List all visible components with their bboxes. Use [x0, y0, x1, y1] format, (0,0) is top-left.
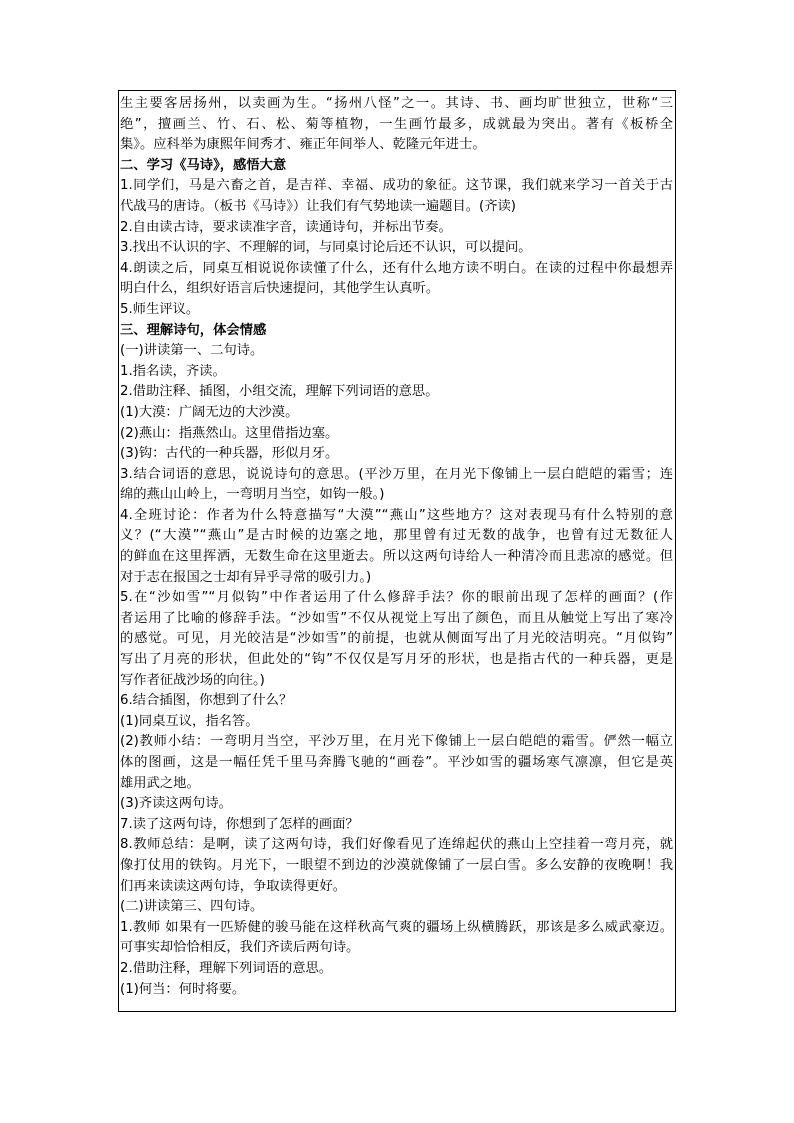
text-line: (二)讲读第三、四句诗。: [120, 899, 264, 915]
text-line: 1.同学们，马是六畜之首，是吉祥、幸福、成功的象征。这节课，我们就来学习一首关于古: [120, 178, 673, 194]
text-line: 绝”，擅画兰、竹、石、松、菊等植物，一生画竹最多，成就最为突出。著有《板桥全: [120, 116, 673, 132]
text-line: 6.结合插图，你想到了什么？: [120, 693, 293, 709]
section-heading: 二、学习《马诗》，感悟大意: [120, 157, 287, 173]
text-line: 代战马的唐诗。（板书《马诗》）让我们有气势地读一遍题目。(齐读): [120, 198, 516, 214]
text-line: (1)同桌互议，指名答。: [120, 713, 259, 729]
text-line: 生主要客居扬州，以卖画为生。“扬州八怪”之一。其诗、书、画均旷世独立，世称“三: [120, 96, 673, 111]
text-line: 5.师生评议。: [120, 301, 200, 317]
text-line: 2.借助注释、插图，小组交流，理解下列词语的意思。: [120, 384, 439, 400]
document-cell: [119, 91, 675, 1000]
text-line: 3.找出不认识的字、不理解的词，与同桌讨论后还不认识，可以提问。: [120, 240, 532, 256]
text-line: 1.教师 如果有一匹矫健的骏马能在这样秋高气爽的疆场上纵横腾跃，那该是多么威武豪迈。: [120, 919, 673, 935]
text-line: 绵的燕山山岭上，一弯明月当空，如钩一般。): [120, 487, 385, 503]
document-table: [118, 90, 676, 1012]
text-line: 雄用武之地。: [120, 775, 200, 791]
text-line: 像打仗用的铁钩。月光下，一眼望不到边的沙漠就像铺了一层白雪。多么安静的夜晚啊！我: [120, 857, 673, 873]
text-line: (3)钩：古代的一种兵器，形似月牙。: [120, 446, 339, 462]
text-line: 1.指名读，齐读。: [120, 363, 226, 379]
text-line: 对于志在报国之士却有异乎寻常的吸引力。): [120, 569, 372, 585]
text-line: 2.自由读古诗，要求读准字音，读通诗句，并标出节奏。: [120, 219, 452, 235]
text-line: 义？(“大漠”“燕山”是古时候的边塞之地，那里曾有过无数的战争，也曾有过无数征人: [120, 528, 673, 544]
text-line: 8.教师总结：是啊，读了这两句诗，我们好像看见了连绵起伏的燕山上空挂着一弯月亮，就: [120, 837, 673, 853]
text-line: 的鲜血在这里挥洒，无数生命在这里逝去。所以这两句诗给人一种清冷而且悲凉的感觉。但: [120, 549, 673, 565]
section-heading: 三、理解诗句，体会情感: [120, 322, 267, 338]
text-line: 写出了月亮的形状，但此处的“钩”不仅仅是写月牙的形状，也是指古代的一种兵器，更是: [120, 652, 673, 668]
text-line: (2)燕山：指燕然山。这里借指边塞。: [120, 425, 339, 441]
text-line: (一)讲读第一、二句诗。: [120, 343, 264, 359]
text-line: 写作者征战沙场的向往。): [120, 672, 265, 688]
text-line: 的感觉。可见，月光皎洁是“沙如雪”的前提，也就从侧面写出了月光皎洁明亮。“月似钩”: [120, 631, 673, 647]
text-line: 明白什么，组织好语言后快速提问，其他学生认真听。: [120, 281, 440, 297]
text-line: (1)何当：何时将要。: [120, 981, 246, 997]
text-line: 7.读了这两句诗，你想到了怎样的画面？: [120, 816, 359, 832]
text-line: 2.借助注释，理解下列词语的意思。: [120, 960, 333, 976]
text-line: 体的图画，这是一幅任凭千里马奔腾飞驰的“画卷”。平沙如雪的疆场寒气凛凛，但它是英: [120, 755, 673, 770]
text-line: 集》。应科举为康熙年间秀才、雍正年间举人、乾隆元年进士。: [120, 137, 486, 153]
text-line: (3)齐读这两句诗。: [120, 796, 232, 812]
text-line: 4.朗读之后，同桌互相说说你读懂了什么，还有什么地方读不明白。在读的过程中你最想弄: [120, 260, 673, 276]
text-line: 们再来读读这两句诗，争取读得更好。: [120, 878, 347, 894]
text-line: 3.结合词语的意思，说说诗句的意思。(平沙万里，在月光下像铺上一层白皑皑的霜雪；连: [120, 466, 673, 482]
text-line: 4.全班讨论：作者为什么特意描写“大漠”“燕山”这些地方？这对表现马有什么特别的意: [120, 507, 673, 523]
text-line: (1)大漠：广阔无边的大沙漠。: [120, 404, 299, 420]
text-line: 可事实却恰恰相反，我们齐读后两句诗。: [120, 940, 360, 956]
text-line: 5.在“沙如雪”“月似钩”中作者运用了什么修辞手法？你的眼前出现了怎样的画面？(作: [120, 590, 673, 606]
text-line: 者运用了比喻的修辞手法。“沙如雪”不仅从视觉上写出了颜色，而且从触觉上写出了寒冷: [120, 610, 673, 626]
text-line: (2)教师小结：一弯明月当空，平沙万里，在月光下像铺上一层白皑皑的霜雪。俨然一幅立: [120, 734, 673, 750]
